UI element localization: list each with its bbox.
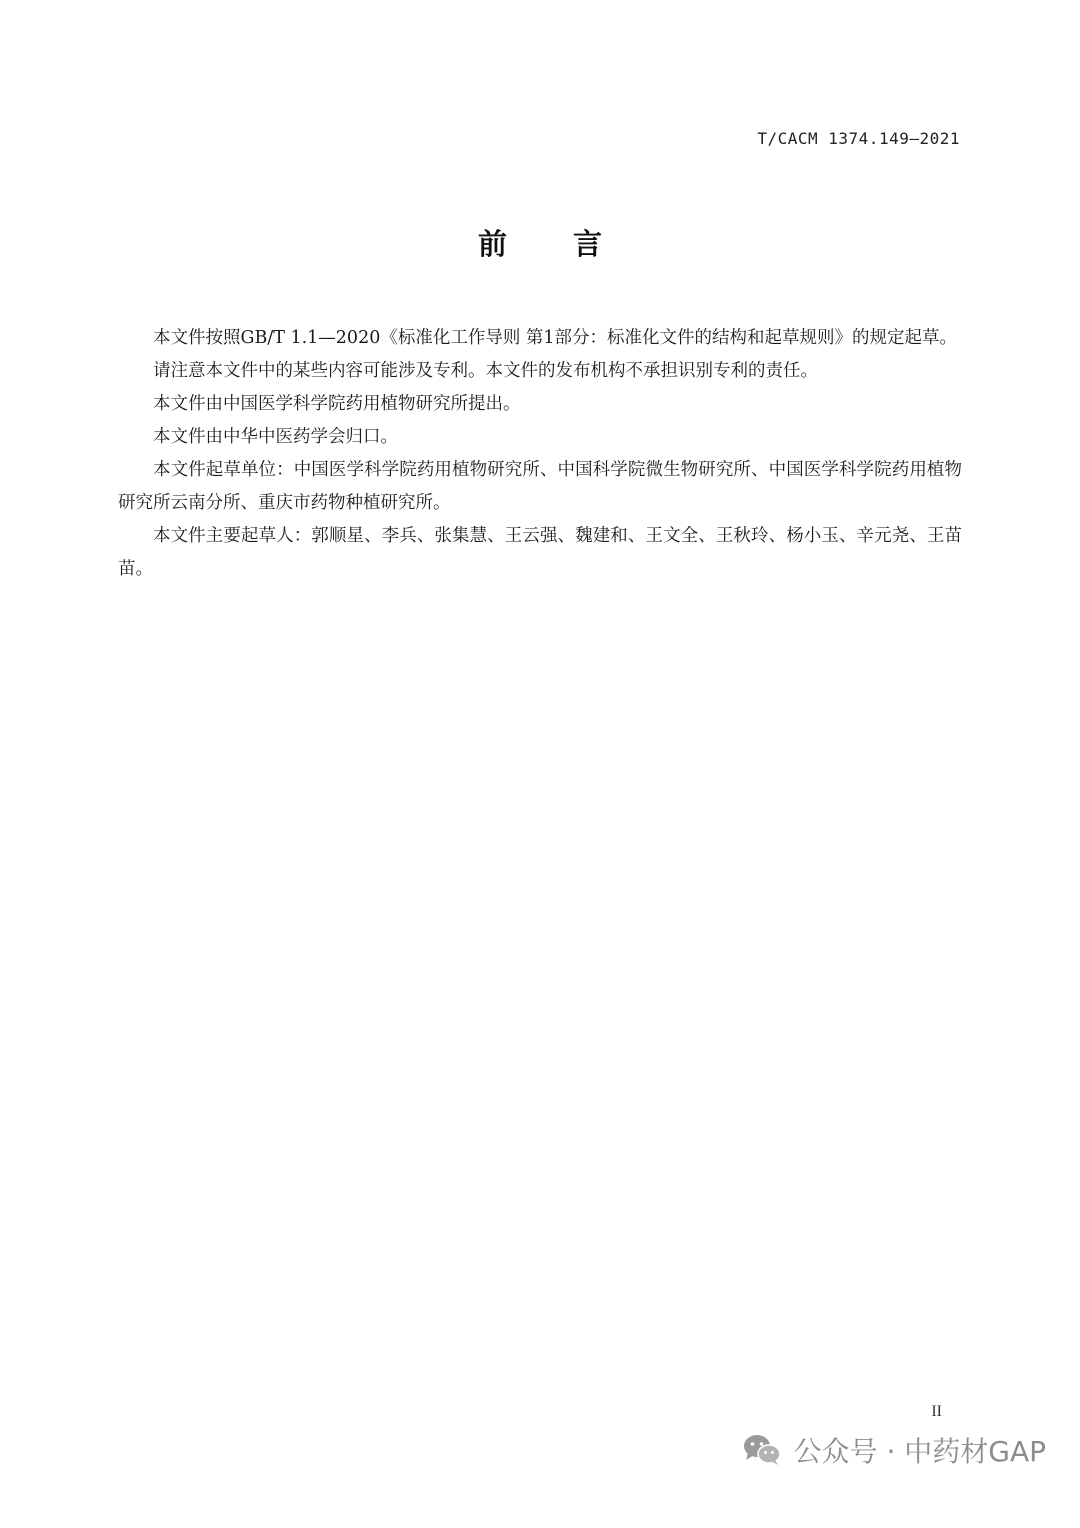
paragraph-proposer: 本文件由中国医学科学院药用植物研究所提出。 <box>153 394 521 414</box>
paragraph-drafting-units: 本文件起草单位：中国医学科学院药用植物研究所、中国科学院微生物研究所、中国医学科学院药用植物研究所云南分所、重庆市药物种植研究所。 <box>118 460 962 513</box>
page-title: 前 言 <box>477 227 631 261</box>
page-number: II <box>931 1403 942 1420</box>
paragraph-drafters: 本文件主要起草人：郭顺星、李兵、张集慧、王云强、魏建和、王文全、王秋玲、杨小玉、辛元尧、王苗苗。 <box>118 526 962 579</box>
paragraph-centralized-by: 本文件由中华中医药学会归口。 <box>153 427 398 447</box>
watermark <box>742 1430 1046 1470</box>
watermark-text: 公众号 · 中药材GAP <box>793 1435 1046 1468</box>
foreword-body <box>118 322 962 586</box>
document-code: T/CACM 1374.149—2021 <box>757 129 960 148</box>
wechat-icon <box>742 1433 782 1467</box>
paragraph-patent-notice: 请注意本文件中的某些内容可能涉及专利。本文件的发布机构不承担识别专利的责任。 <box>153 361 818 381</box>
paragraph-drafting-rules: 本文件按照GB/T 1.1—2020《标准化工作导则 第1部分：标准化文件的结构和起草规则》的规定起草。 <box>153 328 958 348</box>
